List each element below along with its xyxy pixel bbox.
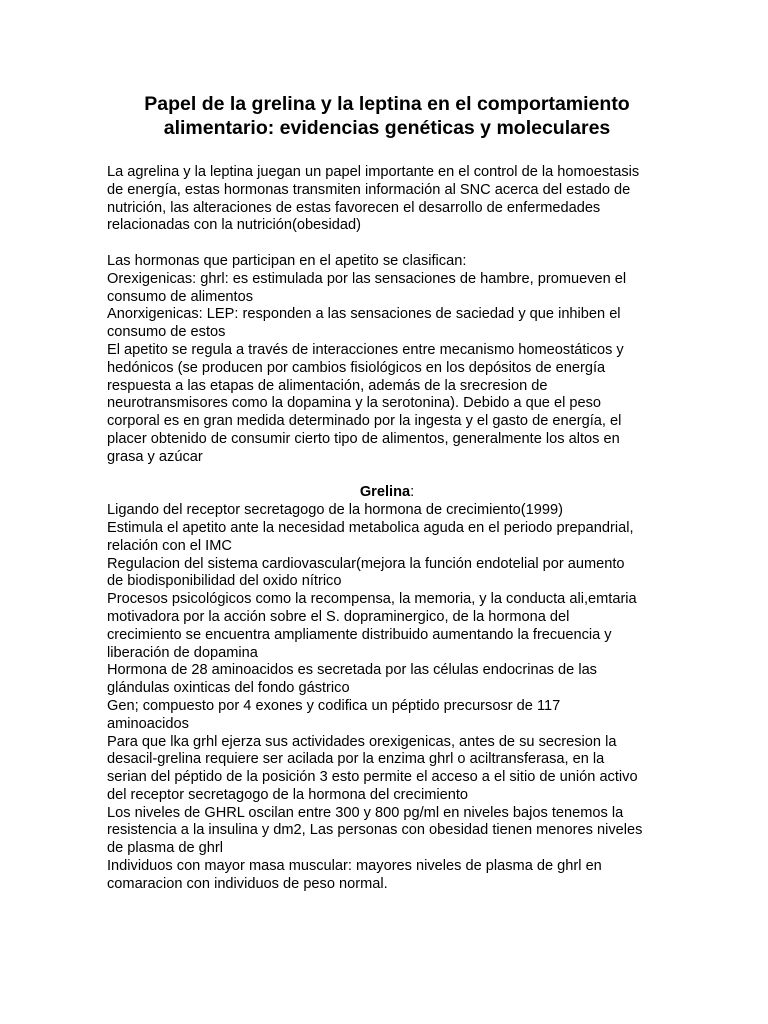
section-line: grasa y azúcar	[107, 448, 203, 465]
grelina-heading-text: Grelina	[359, 484, 411, 501]
section-line: Las hormonas que participan en el apetito se clasifican:	[107, 252, 467, 269]
grelina-line: del receptor secretagogo de la hormona del crecimiento	[107, 786, 468, 803]
section-line: Anorxigenicas: LEP: responden a las sensaciones de saciedad y que inhiben el	[107, 306, 621, 323]
grelina-line: serian del péptido de la posición 3 esto permite el acceso a el sitio de unión activo	[107, 769, 638, 786]
grelina-line: Los niveles de GHRL oscilan entre 300 y 800 pg/ml en niveles bajos tenemos la	[107, 804, 624, 821]
grelina-line: Regulacion del sistema cardiovascular(mejora la función endotelial por aumento	[107, 555, 625, 572]
spacer	[107, 467, 667, 485]
grelina-line: Gen; compuesto por 4 exones y codifica un péptido precursosr de 117	[107, 697, 561, 714]
grelina-line: Ligando del receptor secretagogo de la hormona de crecimiento(1999)	[107, 502, 563, 519]
grelina-line: resistencia a la insulina y dm2, Las personas con obesidad tienen menores niveles	[107, 822, 643, 839]
document-page	[107, 92, 667, 894]
grelina-line: Individuos con mayor masa muscular: mayores niveles de plasma de ghrl en	[107, 858, 602, 875]
section-line: respuesta a las etapas de alimentación, además de la srecresion de	[107, 377, 548, 394]
grelina-line: de plasma de ghrl	[107, 840, 224, 857]
spacer	[107, 235, 667, 253]
grelina-heading	[107, 484, 667, 502]
grelina-section	[107, 502, 667, 894]
intro-line: relacionadas con la nutrición(obesidad)	[107, 217, 361, 234]
intro-line: nutrición, las alteraciones de estas favorecen el desarrollo de enfermedades	[107, 199, 601, 216]
grelina-line: Procesos psicológicos como la recompensa, la memoria, y la conducta ali,emtaria	[107, 591, 637, 608]
grelina-heading-colon: :	[410, 484, 415, 501]
grelina-line: Hormona de 28 aminoacidos es secretada por las células endocrinas de las	[107, 662, 597, 679]
section-line: consumo de estos	[107, 324, 226, 341]
grelina-line: motivadora por la acción sobre el S. dopraminergico, de la hormona del	[107, 608, 570, 625]
grelina-line: Estimula el apetito ante la necesidad metabolica aguda en el periodo prepandrial,	[107, 519, 634, 536]
grelina-line: liberación de dopamina	[107, 644, 258, 661]
grelina-line: de biodisponibilidad del oxido nítrico	[107, 573, 342, 590]
title-line: Papel de la grelina y la leptina en el comportamiento	[144, 93, 630, 115]
grelina-line: glándulas oxinticas del fondo gástrico	[107, 680, 350, 697]
section-line: placer obtenido de consumir cierto tipo de alimentos, generalmente los altos en	[107, 430, 620, 447]
title-line: alimentario: evidencias genéticas y moleculares	[163, 117, 611, 139]
grelina-line: relación con el IMC	[107, 537, 232, 554]
grelina-line: crecimiento se encuentra ampliamente distribuido aumentando la frecuencia y	[107, 626, 612, 643]
grelina-line: comaracion con individuos de peso normal.	[107, 875, 388, 892]
section-line: consumo de alimentos	[107, 288, 254, 305]
intro-line: La agrelina y la leptina juegan un papel importante en el control de la homoestasis	[107, 164, 640, 180]
section-line: Orexigenicas: ghrl: es estimulada por las sensaciones de hambre, promueven el	[107, 270, 627, 287]
section-line: neurotransmisores como la dopamina y la serotonina). Debido a que el peso	[107, 395, 602, 412]
document-title	[93, 92, 681, 140]
section-line: hedónicos (se producen por cambios fisiológicos en los depósitos de energía	[107, 359, 606, 376]
intro-paragraph	[107, 164, 667, 235]
grelina-line: Para que lka grhl ejerza sus actividades orexigenicas, antes de su secresion la	[107, 733, 617, 750]
appetite-section	[107, 253, 667, 467]
grelina-line: aminoacidos	[107, 715, 189, 732]
section-line: El apetito se regula a través de interacciones entre mecanismo homeostáticos y	[107, 341, 624, 358]
grelina-line: desacil-grelina requiere ser acilada por la enzima ghrl o aciltransferasa, en la	[107, 751, 605, 768]
section-line: corporal es en gran medida determinado por la ingesta y el gasto de energía, el	[107, 413, 622, 430]
intro-line: de energía, estas hormonas transmiten información al SNC acerca del estado de	[107, 181, 631, 198]
